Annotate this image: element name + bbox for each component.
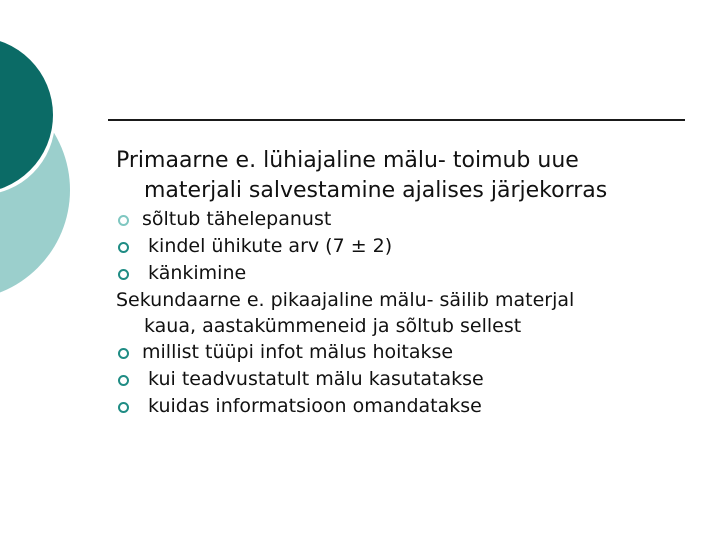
- circle-bullet-icon: [118, 242, 129, 253]
- circle-bullet-icon: [118, 348, 129, 359]
- secondary-memory-heading: Sekundaarne e. pikaajaline mälu- säilib materjal kaua, aastakümmeneid ja sõltub sellest: [116, 289, 575, 337]
- bullet-item: kuidas informatsioon omandatakse: [116, 393, 706, 420]
- bullet-item: kui teadvustatult mälu kasutatakse: [116, 366, 706, 393]
- bullet-item: kindel ühikute arv (7 ± 2): [116, 233, 706, 260]
- decorative-circles: [0, 0, 120, 300]
- bullet-item: sõltub tähelepanust: [116, 206, 706, 233]
- circle-bullet-icon: [118, 215, 129, 226]
- primary-memory-bullets: [116, 206, 706, 287]
- title-divider: [108, 119, 685, 121]
- secondary-memory-bullets: [116, 339, 706, 420]
- primary-memory-heading: Primaarne e. lühiajaline mälu- toimub uue materjali salvestamine ajalises järjekorras: [116, 148, 608, 203]
- circle-bullet-icon: [118, 375, 129, 386]
- bullet-item: millist tüüpi infot mälus hoitakse: [116, 339, 706, 366]
- slide-content: [116, 146, 706, 420]
- circle-bullet-icon: [118, 402, 129, 413]
- bullet-item: känkimine: [116, 260, 706, 287]
- circle-bullet-icon: [118, 269, 129, 280]
